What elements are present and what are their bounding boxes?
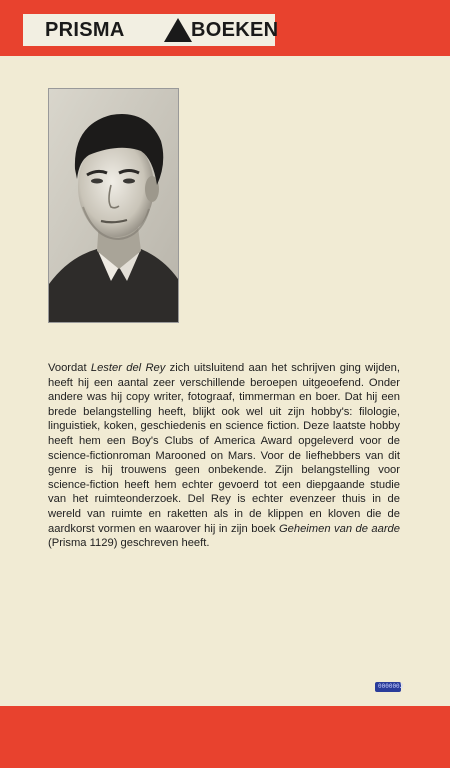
logo-triangle-icon [164, 18, 192, 42]
bio-text-2: zich uitsluitend aan het schrijven ging wijden, heeft hij een aantal zeer verschillende beroepen uitgeoefend. Onder andere was hij copy writer, fotograaf, timmerman en boer. Dat hij een brede belangstelling heeft, blijkt ook wel uit zijn hobby's: filologie, linguistiek, koken, geschiedenis en science fiction. Deze laatste hobby heeft hem een Boy's Clubs of America Award opgeleverd voor de science-fictionroman Marooned on Mars. Voor de liefhebbers van dit genre is hij trouwens geen onbekende. Zijn belangstelling voor science-fiction heeft hem echter gevoerd tot een diepgaande studie van het ruimteonderzoek. Del Rey is echter evenzeer thuis in de wereld van ruimte en raketten als in de klippen en kloven die de aardkorst vormen en waarover hij in zijn boek [48, 362, 400, 535]
barcode-sticker [375, 682, 404, 692]
author-name: Lester del Rey [90, 362, 166, 374]
book-title: Geheimen van de aarde [278, 522, 400, 535]
logo-text-boeken: BOEKEN [191, 19, 279, 41]
author-photo [48, 88, 179, 323]
publisher-logo [23, 14, 279, 46]
bio-text-1: Voordat [48, 362, 91, 374]
bio-text-3: (Prisma 1129) geschreven heeft. [48, 537, 210, 550]
author-portrait-image [49, 89, 178, 322]
barcode-text: 0000002 [378, 683, 404, 690]
logo-text-prisma: PRISMA [45, 19, 125, 41]
author-biography [48, 361, 400, 551]
